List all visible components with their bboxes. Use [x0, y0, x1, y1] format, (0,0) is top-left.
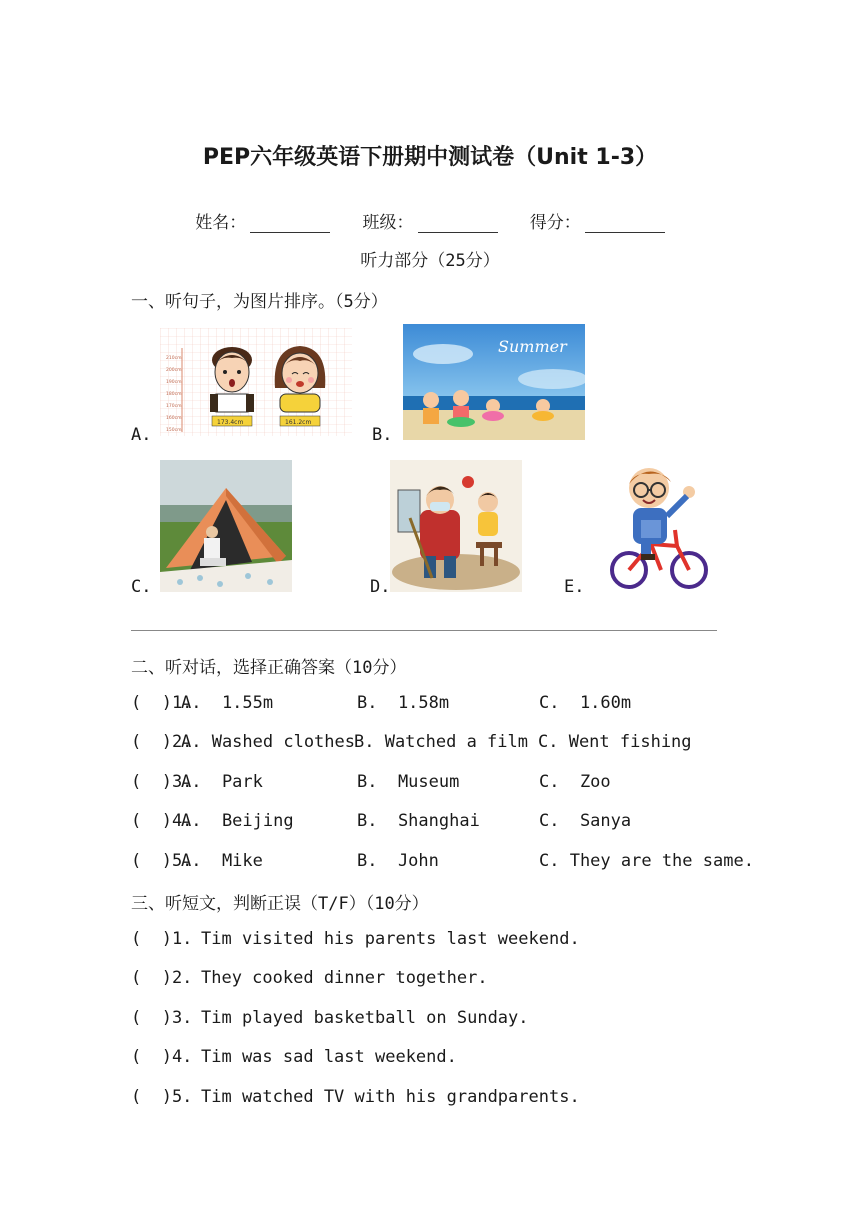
- tick-180: 180cm: [166, 392, 182, 397]
- section2-heading: 二、听对话，选择正确答案（10分）: [131, 658, 407, 678]
- name-label: 姓名：: [195, 213, 247, 233]
- class-label: 班级：: [362, 213, 414, 233]
- statement-text: Tim was sad last weekend.: [201, 1047, 457, 1067]
- statement-text: Tim visited his parents last weekend.: [201, 929, 580, 949]
- height-chart-illustration: [160, 328, 352, 436]
- picture-c-camping-tent: [160, 460, 292, 592]
- answer-blank[interactable]: ( )4.: [131, 1047, 193, 1067]
- section1-heading: 一、听句子，为图片排序。（5分）: [131, 292, 388, 312]
- option-b: B. John: [357, 851, 439, 871]
- question-row: [131, 693, 632, 717]
- tent-illustration: [160, 460, 292, 592]
- option-a: A. Mike: [181, 851, 263, 871]
- label-d: D.: [370, 577, 391, 597]
- label-c: C.: [131, 577, 152, 597]
- option-b: B. Watched a film: [354, 732, 528, 752]
- statement-text: They cooked dinner together.: [201, 968, 488, 988]
- statement-row: [131, 929, 580, 953]
- bike-illustration: [605, 458, 717, 592]
- option-b: B. Shanghai: [357, 811, 480, 831]
- name-blank[interactable]: [250, 214, 330, 233]
- class-blank[interactable]: [418, 214, 498, 233]
- question-row: [131, 811, 632, 835]
- option-a: A. Park: [181, 772, 263, 792]
- student-info-line: [0, 208, 860, 233]
- option-b: B. Museum: [357, 772, 460, 792]
- question-row: [131, 851, 754, 875]
- picture-a-heights: [160, 328, 352, 436]
- label-b: B.: [372, 425, 393, 445]
- score-blank[interactable]: [585, 214, 665, 233]
- picture-b-summer-beach: [403, 324, 585, 440]
- answer-blank[interactable]: ( )1.: [131, 929, 193, 949]
- question-row: [131, 772, 611, 796]
- listening-heading: 听力部分（25分）: [360, 251, 500, 271]
- tick-160: 160cm: [166, 416, 182, 421]
- question-number[interactable]: ( )1.: [131, 693, 193, 713]
- beach-illustration: [403, 324, 585, 440]
- answer-blank[interactable]: ( )3.: [131, 1008, 193, 1028]
- question-number[interactable]: ( )5.: [131, 851, 193, 871]
- tick-210: 210cm: [166, 356, 182, 361]
- girl-height-label: 161.2cm: [285, 419, 312, 426]
- statement-text: Tim watched TV with his grandparents.: [201, 1087, 580, 1107]
- score-label: 得分：: [529, 213, 581, 233]
- question-number[interactable]: ( )4.: [131, 811, 193, 831]
- boy-height-label: 173.4cm: [217, 419, 244, 426]
- label-a: A.: [131, 425, 152, 445]
- tick-170: 170cm: [166, 404, 182, 409]
- tick-190: 190cm: [166, 380, 182, 385]
- question-number[interactable]: ( )2.: [131, 732, 193, 752]
- statement-row: [131, 968, 488, 992]
- section3-heading: 三、听短文，判断正误（T/F）（10分）: [131, 894, 429, 914]
- option-c: C. 1.60m: [539, 693, 632, 713]
- option-c: C. They are the same.: [539, 851, 754, 871]
- statement-text: Tim played basketball on Sunday.: [201, 1008, 529, 1028]
- statement-row: [131, 1087, 580, 1111]
- option-a: A. Beijing: [181, 811, 294, 831]
- page-title: PEP六年级英语下册期中测试卷（Unit 1-3）: [202, 145, 658, 170]
- tick-200: 200cm: [166, 368, 182, 373]
- statement-row: [131, 1008, 529, 1032]
- answer-blank[interactable]: ( )5.: [131, 1087, 193, 1107]
- option-a: A. 1.55m: [181, 693, 274, 713]
- tick-150: 150cm: [166, 428, 182, 433]
- option-c: C. Went fishing: [538, 732, 692, 752]
- picture-d-cleaning: [390, 460, 522, 592]
- option-c: C. Zoo: [539, 772, 611, 792]
- statement-row: [131, 1047, 457, 1071]
- section-divider: [131, 630, 717, 631]
- label-e: E.: [564, 577, 585, 597]
- option-a: A. Washed clothes: [181, 732, 355, 752]
- question-number[interactable]: ( )3.: [131, 772, 193, 792]
- answer-blank[interactable]: ( )2.: [131, 968, 193, 988]
- option-b: B. 1.58m: [357, 693, 450, 713]
- cleaning-illustration: [390, 460, 522, 592]
- option-c: C. Sanya: [539, 811, 632, 831]
- picture-e-cycling: [605, 458, 717, 592]
- summer-text: Summer: [498, 337, 567, 356]
- question-row: [131, 732, 692, 756]
